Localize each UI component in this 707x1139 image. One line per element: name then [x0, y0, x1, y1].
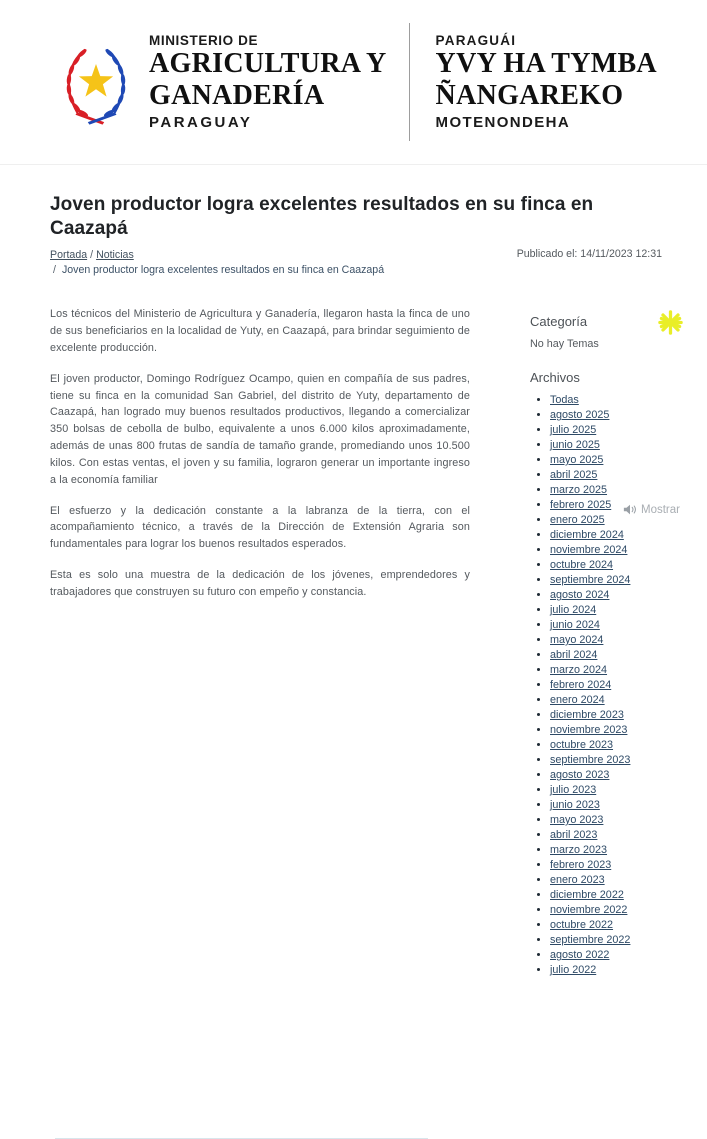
archive-item	[550, 888, 695, 903]
archive-item	[550, 813, 695, 828]
archive-link[interactable]: diciembre 2023	[550, 709, 624, 722]
archives-heading: Archivos	[530, 370, 580, 386]
ministry-crest-logo	[55, 35, 137, 129]
brand-paraguai: PARAGUÁI	[435, 33, 517, 49]
brand-nangareko: ÑANGAREKO	[435, 79, 624, 111]
archive-item	[550, 483, 695, 498]
archive-link[interactable]: enero 2024	[550, 694, 605, 707]
crest-star	[79, 64, 113, 97]
archive-link[interactable]: septiembre 2022	[550, 934, 631, 947]
archive-item	[550, 528, 695, 543]
archive-link[interactable]: octubre 2023	[550, 739, 614, 752]
article-paragraph: Esta es solo una muestra de la dedicación de los jóvenes, emprendedores y trabajadores que construyen su futuro con empeño y constancia.	[50, 569, 470, 598]
article-meta-row	[50, 248, 662, 280]
archive-link[interactable]: octubre 2022	[550, 919, 614, 932]
archive-link[interactable]: septiembre 2024	[550, 574, 631, 587]
content-columns	[50, 306, 707, 978]
archive-link[interactable]: abril 2024	[550, 649, 598, 662]
archive-link[interactable]: mayo 2025	[550, 454, 604, 467]
archive-link[interactable]: mayo 2024	[550, 634, 604, 647]
brand-paraguay: PARAGUAY	[149, 113, 253, 131]
main-content	[0, 165, 707, 978]
sidebar	[530, 306, 695, 978]
archive-link[interactable]: septiembre 2023	[550, 754, 631, 767]
archive-item	[550, 558, 695, 573]
archive-item	[550, 408, 695, 423]
archive-item	[550, 708, 695, 723]
archive-item	[550, 633, 695, 648]
breadcrumb-current-page: Joven productor logra excelentes resultados en su finca en Caazapá	[61, 264, 385, 277]
brand-ganaderia: GANADERÍA	[149, 79, 325, 111]
archive-link[interactable]: junio 2023	[550, 799, 600, 812]
archive-item	[550, 663, 695, 678]
mostrar-button[interactable]	[621, 502, 682, 517]
archive-link[interactable]: julio 2024	[550, 604, 597, 617]
archive-link[interactable]: marzo 2025	[550, 484, 608, 497]
archive-link[interactable]: diciembre 2024	[550, 529, 624, 542]
mostrar-label: Mostrar	[641, 503, 680, 516]
yellow-asterisk-icon	[657, 309, 684, 336]
archive-item	[550, 693, 695, 708]
brand-divider	[409, 23, 410, 141]
archive-item	[550, 648, 695, 663]
breadcrumb-line-1	[50, 248, 384, 264]
archive-link[interactable]: enero 2025	[550, 514, 605, 527]
accessibility-widget-button[interactable]	[657, 309, 684, 336]
archive-item	[550, 468, 695, 483]
archive-item	[550, 438, 695, 453]
archive-item	[550, 618, 695, 633]
breadcrumb-separator: /	[90, 248, 94, 261]
archive-link[interactable]: noviembre 2024	[550, 544, 628, 557]
archive-item	[550, 798, 695, 813]
archive-link[interactable]: octubre 2024	[550, 559, 614, 572]
brand-yvy-ha-tymba: YVY HA TYMBA	[435, 48, 657, 80]
archive-item	[550, 843, 695, 858]
article-paragraph: El joven productor, Domingo Rodríguez Ocampo, quien en compañía de sus padres, tiene su finca en la comunidad San Gabriel, del distrito de Yuty, departamento de Caazapá, han logrado muy buenos resultados productivos, llegando a comercializar 350 bolsas de cebolla de bulbo, equivalente a unos 6.000 kilos aproximadamente, además de unas 800 frutas de sandía de tamaño grande, promediando unos 10.500 kilos. Con estas ventas, el joven y su familia, lograron generar un importante ingreso a la economía familiar	[50, 372, 470, 486]
archive-link[interactable]: abril 2023	[550, 829, 598, 842]
archive-item	[550, 678, 695, 693]
archive-item	[550, 543, 695, 558]
archive-item	[550, 828, 695, 843]
archive-link[interactable]: julio 2023	[550, 784, 597, 797]
archive-item	[550, 783, 695, 798]
archive-item	[550, 903, 695, 918]
breadcrumb-link-portada[interactable]: Portada	[50, 248, 88, 261]
archive-item	[550, 873, 695, 888]
page-title: Joven productor logra excelentes resultados en su finca en Caazapá	[50, 194, 594, 239]
brand-ministerio-de: MINISTERIO DE	[149, 33, 259, 49]
archive-item	[550, 933, 695, 948]
archive-link[interactable]: febrero 2025	[550, 499, 612, 512]
category-heading: Categoría	[530, 314, 588, 330]
brand-guarani	[436, 33, 657, 131]
breadcrumb-separator: /	[53, 264, 56, 277]
archive-link[interactable]: marzo 2024	[550, 664, 608, 677]
speaker-icon	[623, 503, 637, 516]
archive-item	[550, 423, 695, 438]
category-empty-text: No hay Temas	[530, 338, 599, 351]
archive-item	[550, 963, 695, 978]
archive-link[interactable]: Todas	[550, 394, 579, 407]
brand-spanish	[149, 33, 387, 131]
archive-link[interactable]: agosto 2023	[550, 769, 610, 782]
archive-link[interactable]: enero 2023	[550, 874, 605, 887]
article-paragraph: Los técnicos del Ministerio de Agricultura y Ganadería, llegaron hasta la finca de uno de sus beneficiarios en la localidad de Yuty, en Caazapá, para brindar seguimiento de excelente producción.	[50, 308, 470, 354]
archive-link[interactable]: julio 2022	[550, 964, 597, 977]
archive-link[interactable]: junio 2024	[550, 619, 600, 632]
archive-link[interactable]: julio 2025	[550, 424, 597, 437]
archive-link[interactable]: abril 2025	[550, 469, 598, 482]
archive-item	[550, 453, 695, 468]
archive-link[interactable]: marzo 2023	[550, 844, 608, 857]
archive-item	[550, 603, 695, 618]
archive-item	[550, 858, 695, 873]
archive-item	[550, 753, 695, 768]
published-date: Publicado el: 14/11/2023 12:31	[516, 247, 662, 260]
archive-link[interactable]: febrero 2024	[550, 679, 612, 692]
archives-list	[530, 393, 695, 978]
archive-link[interactable]: diciembre 2022	[550, 889, 624, 902]
archive-item	[550, 738, 695, 753]
archive-link[interactable]: noviembre 2022	[550, 904, 628, 917]
archive-item	[550, 723, 695, 738]
archive-item	[550, 393, 695, 408]
archive-link[interactable]: agosto 2024	[550, 589, 610, 602]
archive-link[interactable]: noviembre 2023	[550, 724, 628, 737]
archive-link[interactable]: mayo 2023	[550, 814, 604, 827]
brand-agricultura: AGRICULTURA Y	[149, 48, 387, 80]
archive-item	[550, 768, 695, 783]
article-paragraph: El esfuerzo y la dedicación constante a la labranza de la tierra, con el acompañamiento técnico, a través de la Dirección de Extensión Agraria son fundamentales para lograr los buenos resultados esperados.	[50, 504, 470, 551]
breadcrumb-line-2	[50, 263, 384, 279]
site-header	[0, 0, 707, 165]
archive-link[interactable]: agosto 2025	[550, 409, 610, 422]
breadcrumb	[50, 248, 384, 280]
brand-motenondeha: MOTENONDEHA	[435, 113, 571, 131]
archive-item	[550, 918, 695, 933]
archive-link[interactable]: febrero 2023	[550, 859, 612, 872]
article-body	[50, 306, 470, 978]
archive-link[interactable]: agosto 2022	[550, 949, 610, 962]
archive-link[interactable]: junio 2025	[550, 439, 600, 452]
archive-item	[550, 948, 695, 963]
archive-item	[550, 588, 695, 603]
breadcrumb-link-noticias[interactable]: Noticias	[96, 248, 134, 261]
archive-item	[550, 573, 695, 588]
